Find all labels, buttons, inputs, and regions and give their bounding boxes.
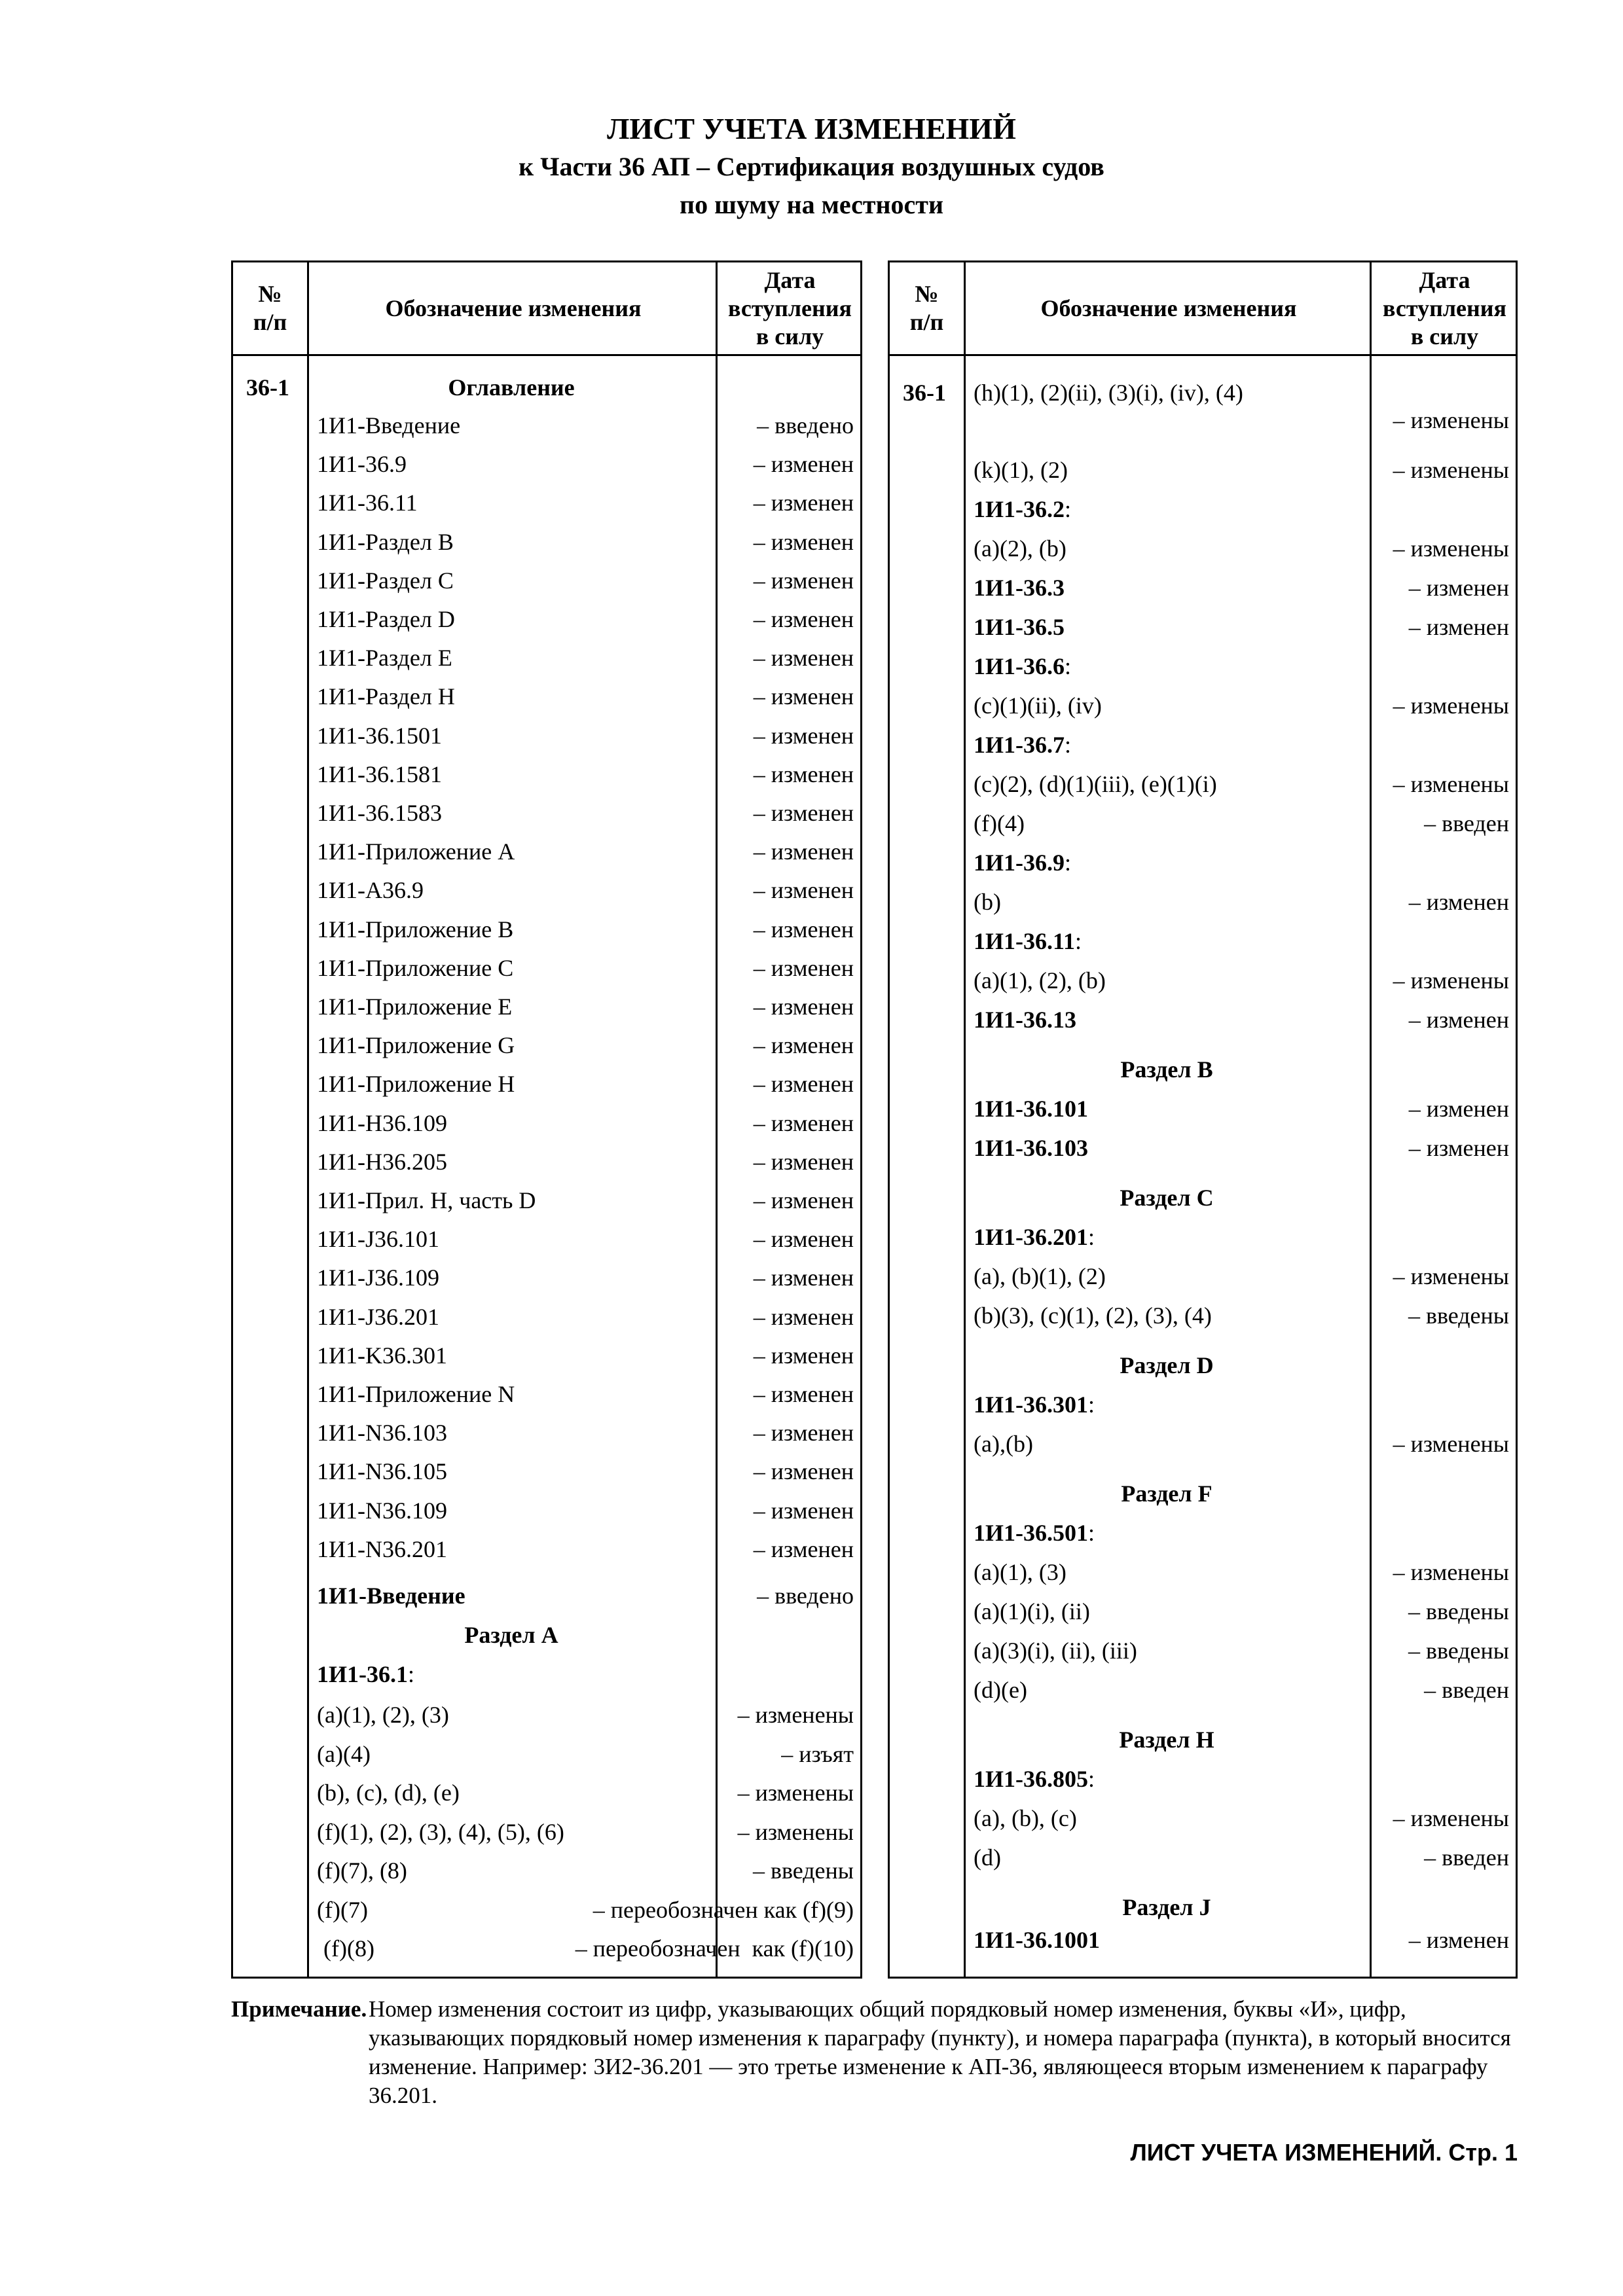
entry-status: – изменен: [753, 1536, 854, 1562]
entry-item: (h)(1), (2)(ii), (3)(i), (iv), (4): [974, 380, 1243, 406]
paragraph-heading: 1И1-36.3: [974, 575, 1065, 601]
entry-status: – изменен: [753, 1226, 854, 1252]
entry-item: 1И1-Приложение H: [317, 1071, 515, 1097]
entry-status: – изменен: [1408, 1135, 1509, 1161]
entry-status: – изменен: [1408, 1096, 1509, 1122]
entry-status: – изменены: [737, 1819, 854, 1845]
entry-item: (f)(4): [974, 810, 1025, 836]
entry-item: (c)(2), (d)(1)(iii), (e)(1)(i): [974, 771, 1217, 797]
entry-item: (a), (b)(1), (2): [974, 1263, 1106, 1289]
entry-status: – изменены: [1393, 1805, 1509, 1831]
entry-item: (a), (b), (c): [974, 1805, 1077, 1831]
entry-item: 1И1-Раздел H: [317, 683, 455, 709]
entry-item: (k)(1), (2): [974, 457, 1068, 483]
header-date: Дата вступления в силу: [716, 262, 862, 354]
entry-item: 1И1-H36.109: [317, 1110, 447, 1136]
paragraph-heading: 1И1-36.13: [974, 1007, 1076, 1033]
entry-item: (a)(4): [317, 1741, 371, 1767]
entry-status: – изменены: [1393, 967, 1509, 994]
entry-status: – изменен: [753, 1458, 854, 1484]
paragraph-heading: 1И1-36.7:: [974, 732, 1072, 758]
entry-item: 1И1-36.9: [317, 451, 407, 477]
entry-status: – введен: [1424, 1677, 1509, 1703]
entry-status: – изменены: [1393, 535, 1509, 562]
header-date: Дата вступления в силу: [1370, 262, 1518, 354]
entry-item: 1И1-36.1581: [317, 761, 442, 787]
note-label: Примечание.: [231, 1996, 367, 2022]
entry-item: 1И1-Раздел C: [317, 567, 454, 594]
entry-item: 1И1-Раздел D: [317, 606, 455, 632]
right-table-header: [890, 262, 1516, 356]
section-heading: Раздел D: [1120, 1352, 1214, 1378]
entry-status: – переобозначен как (f)(10): [575, 1935, 854, 1962]
entry-item: 1И1-Раздел B: [317, 529, 454, 555]
section-heading: Раздел H: [1119, 1727, 1214, 1753]
header-no: № п/п: [253, 281, 287, 335]
paragraph-heading: 1И1-36.2:: [974, 496, 1072, 522]
header-designation: Обозначение изменения: [964, 262, 1372, 354]
entry-status: – изменены: [737, 1702, 854, 1728]
entry-status: – изменен: [753, 567, 854, 594]
title-line-1: ЛИСТ УЧЕТА ИЗМЕНЕНИЙ: [607, 112, 1016, 145]
entry-item: (a),(b): [974, 1431, 1033, 1457]
entry-status: – изменен: [753, 1304, 854, 1330]
paragraph-heading: 1И1-36.5: [974, 614, 1065, 640]
paragraph-heading: 1И1-36.501:: [974, 1520, 1095, 1546]
entry-status: – изменены: [1393, 1559, 1509, 1585]
entry-status: – изменены: [1393, 771, 1509, 797]
entry-item: 1И1-Приложение C: [317, 955, 514, 981]
entry-status: – изменен: [1408, 889, 1509, 915]
entry-status: – изменен: [753, 1498, 854, 1524]
entry-item: (a)(1), (2), (3): [317, 1702, 449, 1728]
section-heading: Раздел J: [1122, 1894, 1211, 1920]
entry-item: (a)(2), (b): [974, 535, 1067, 562]
entry-status: – изменен: [753, 529, 854, 555]
entry-status: – изменен: [753, 1187, 854, 1213]
paragraph-heading: 1И1-36.11:: [974, 928, 1082, 954]
entry-item: 1И1-Раздел E: [317, 645, 452, 671]
page-title: [0, 110, 1623, 224]
entry-status: – изменен: [1408, 1927, 1509, 1953]
entry-status: – изменены: [1393, 1263, 1509, 1289]
entry-item: (a)(1), (2), (b): [974, 967, 1106, 994]
entry-status: – изменен: [753, 645, 854, 671]
entry-status: – изменен: [753, 994, 854, 1020]
entry-status: – введен: [1424, 810, 1509, 836]
entry-item: (a)(1)(i), (ii): [974, 1598, 1090, 1624]
entry-item: 1И1-H36.205: [317, 1149, 447, 1175]
entry-item: (b), (c), (d), (e): [317, 1780, 460, 1806]
entry-status: – изменен: [753, 800, 854, 826]
paragraph-heading: 1И1-36.101: [974, 1096, 1088, 1122]
right-change-number: 36-1: [903, 380, 946, 406]
entry-status: – изменен: [753, 916, 854, 942]
left-table-header: [233, 262, 860, 356]
entry-item: 1И1-Введение: [317, 412, 461, 439]
entry-status: – изменены: [1393, 692, 1509, 719]
section-heading: Раздел B: [1120, 1056, 1213, 1083]
entry-status: – изменен: [753, 761, 854, 787]
paragraph-heading: 1И1-36.103: [974, 1135, 1088, 1161]
entry-item: (f)(8): [323, 1935, 374, 1962]
entry-status: – изменены: [1393, 407, 1509, 433]
entry-status: – изменен: [753, 451, 854, 477]
entry-item: 1И1-Приложение N: [317, 1381, 515, 1407]
left-change-number: 36-1: [246, 374, 289, 401]
paragraph-heading: 1И1-36.1:: [317, 1661, 415, 1687]
entry-status: – изменен: [753, 723, 854, 749]
entry-item: (a)(1), (3): [974, 1559, 1067, 1585]
left-col-divider-1: [307, 354, 309, 1977]
entry-item: 1И1-K36.301: [317, 1342, 447, 1369]
entry-status: – изменен: [753, 838, 854, 865]
entry-item: 1И1-N36.201: [317, 1536, 447, 1562]
entry-status: – изменен: [753, 1071, 854, 1097]
note-text: Номер изменения состоит из цифр, указывающих общий порядковый номер изменения, буквы «И», цифр, указывающих порядковый номер изменения к параграфу (пункту), и номера параграфа (пункта), в который вносится изменение. Например: 3И2-36.201 — это третье изменение к АП-36, являющееся вторым изменением к параграфу 36.201.: [369, 1996, 1511, 2108]
left-changes-table: [231, 260, 862, 1979]
entry-item: (b): [974, 889, 1001, 915]
entry-item: 1И1-Приложение E: [317, 994, 513, 1020]
entry-status: – введены: [752, 1857, 854, 1884]
entry-item: 1И1-36.11: [317, 490, 418, 516]
entry-status: – введен: [1424, 1844, 1509, 1871]
entry-status: – введено: [757, 412, 854, 439]
entry-status: – изменен: [753, 490, 854, 516]
paragraph-heading: 1И1-36.6:: [974, 653, 1072, 679]
entry-item: 1И1-A36.9: [317, 877, 424, 903]
entry-item: 1И1-J36.109: [317, 1265, 439, 1291]
header-no: № п/п: [909, 281, 944, 335]
entry-status: – введены: [1408, 1638, 1509, 1664]
entry-item: (d): [974, 1844, 1001, 1871]
entry-item: 1И1-N36.103: [317, 1420, 447, 1446]
entry-status: – изменен: [1408, 614, 1509, 640]
toc-heading: Оглавление: [448, 374, 575, 401]
entry-item: 1И1-J36.201: [317, 1304, 439, 1330]
entry-status: – введены: [1408, 1598, 1509, 1624]
entry-item: (f)(1), (2), (3), (4), (5), (6): [317, 1819, 564, 1845]
entry-status: – изменен: [753, 1420, 854, 1446]
entry-status: – изменен: [753, 1265, 854, 1291]
header-designation: Обозначение изменения: [307, 262, 718, 354]
entry-status: – изменены: [1393, 1431, 1509, 1457]
left-col-divider-2: [716, 354, 718, 1977]
entry-item: (f)(7), (8): [317, 1857, 407, 1884]
entry-status: – изменен: [753, 1110, 854, 1136]
entry-status: – изменен: [753, 1381, 854, 1407]
entry-item: 1И1-Приложение B: [317, 916, 514, 942]
entry-item: (c)(1)(ii), (iv): [974, 692, 1102, 719]
paragraph-heading: 1И1-36.1001: [974, 1927, 1100, 1953]
entry-item: 1И1-36.1583: [317, 800, 442, 826]
entry-status: – изменен: [753, 683, 854, 709]
right-col-divider-2: [1370, 354, 1372, 1977]
paragraph-heading: 1И1-Введение: [317, 1583, 465, 1609]
section-heading: Раздел F: [1121, 1480, 1213, 1507]
entry-status: – изменен: [753, 1032, 854, 1058]
paragraph-heading: 1И1-36.9:: [974, 850, 1072, 876]
right-changes-table: [888, 260, 1518, 1979]
title-line-2: к Части 36 АП – Сертификация воздушных судов: [519, 152, 1104, 181]
entry-status: – изменен: [1408, 1007, 1509, 1033]
entry-status: – изменен: [753, 955, 854, 981]
entry-item: (b)(3), (c)(1), (2), (3), (4): [974, 1302, 1212, 1329]
entry-status: – изменены: [737, 1780, 854, 1806]
entry-status: – изменен: [753, 1342, 854, 1369]
entry-item: (d)(e): [974, 1677, 1027, 1703]
entry-status: – изменен: [753, 1149, 854, 1175]
section-heading: Раздел C: [1120, 1185, 1214, 1211]
entry-status: – изменен: [1408, 575, 1509, 601]
entry-item: 1И1-36.1501: [317, 723, 442, 749]
entry-status: – введено: [757, 1583, 854, 1609]
title-line-3: по шуму на местности: [680, 190, 943, 219]
entry-status: – изменены: [1393, 457, 1509, 483]
entry-status: – изменен: [753, 877, 854, 903]
entry-item: (f)(7): [317, 1897, 368, 1923]
entry-item: 1И1-N36.105: [317, 1458, 447, 1484]
entry-item: 1И1-J36.101: [317, 1226, 439, 1252]
entry-status: – переобозначен как (f)(9): [593, 1897, 854, 1923]
entry-item: 1И1-N36.109: [317, 1498, 447, 1524]
paragraph-heading: 1И1-36.201:: [974, 1224, 1095, 1250]
entry-item: 1И1-Приложение G: [317, 1032, 515, 1058]
section-heading: Раздел A: [464, 1622, 558, 1648]
page-footer: ЛИСТ УЧЕТА ИЗМЕНЕНИЙ. Стр. 1: [1130, 2139, 1518, 2166]
paragraph-heading: 1И1-36.805:: [974, 1766, 1095, 1792]
entry-status: – изъят: [781, 1741, 854, 1767]
entry-status: – введены: [1408, 1302, 1509, 1329]
entry-item: 1И1-Приложение A: [317, 838, 515, 865]
entry-item: (a)(3)(i), (ii), (iii): [974, 1638, 1137, 1664]
paragraph-heading: 1И1-36.301:: [974, 1391, 1095, 1418]
entry-item: 1И1-Прил. H, часть D: [317, 1187, 536, 1213]
entry-status: – изменен: [753, 606, 854, 632]
